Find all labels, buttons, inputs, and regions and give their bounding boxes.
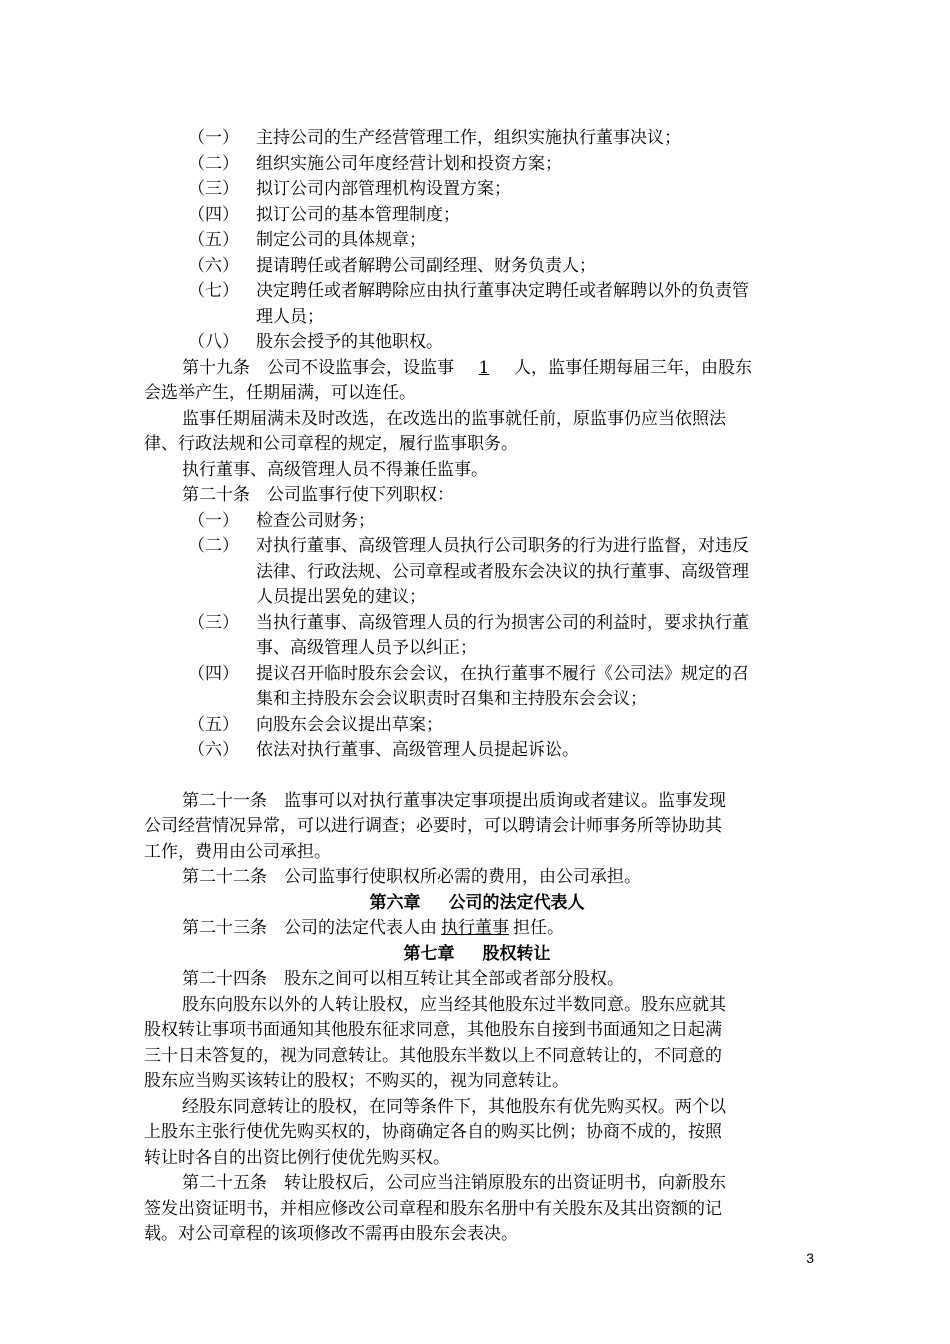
paragraph-line: 上股东主张行使优先购买权的，协商确定各自的购买比例；协商不成的，按照 <box>144 1122 722 1142</box>
article-25: 第二十五条 转让股权后，公司应当注销原股东的出资证明书，向新股东 <box>182 1173 726 1193</box>
paragraph-line: 工作，费用由公司承担。 <box>144 841 331 862</box>
list-item: （五） 制定公司的具体规章； <box>188 230 426 250</box>
paragraph-line: 签发出资证明书，并相应修改公司章程和股东名册中有关股东及其出资额的记 <box>144 1198 722 1219</box>
list-item-continuation: 集和主持股东会会议职责时召集和主持股东会会议； <box>256 689 647 709</box>
paragraph-line: 公司经营情况异常，可以进行调查；必要时，可以聘请会计师事务所等协助其 <box>144 816 722 836</box>
paragraph-line: 股东向股东以外的人转让股权，应当经其他股东过半数同意。股东应就其 <box>182 994 726 1015</box>
list-item-continuation: 人员提出罢免的建议； <box>256 587 426 607</box>
list-item: （七） 决定聘任或者解聘除应由执行董事决定聘任或者解聘以外的负责管 <box>188 281 749 301</box>
supervisor-count-field: 1 <box>478 357 490 378</box>
article-19: 第十九条 公司不设监事会，设监事 1 人，监事任期每届三年，由股东 <box>144 356 810 382</box>
paragraph-line: 股东应当购买该转让的股权；不购买的，视为同意转让。 <box>144 1071 569 1091</box>
article-21: 第二十一条 监事可以对执行董事决定事项提出质询或者建议。监事发现 <box>182 790 726 811</box>
blank-line <box>144 764 810 789</box>
list-item: （四） 拟订公司的基本管理制度； <box>188 204 460 225</box>
paragraph-line: 执行董事、高级管理人员不得兼任监事。 <box>182 459 488 480</box>
article-20: 第二十条 公司监事行使下列职权： <box>182 485 454 505</box>
list-item-continuation: 事、高级管理人员予以纠正； <box>256 638 477 658</box>
list-item: （六） 提请聘任或者解聘公司副经理、财务负责人； <box>188 255 596 276</box>
paragraph-line: 股权转让事项书面通知其他股东征求同意，其他股东自接到书面通知之日起满 <box>144 1020 722 1040</box>
list-item: （六） 依法对执行董事、高级管理人员提起诉讼。 <box>188 740 579 760</box>
document-body <box>144 126 810 1248</box>
chapter-7-heading: 第七章 股权转让 <box>403 943 551 964</box>
list-item-continuation: 理人员； <box>256 306 324 327</box>
paragraph-line: 监事任期届满未及时改选，在改选出的监事就任前，原监事仍应当依照法 <box>182 408 726 429</box>
paragraph-line: 律、行政法规和公司章程的规定，履行监事职务。 <box>144 434 518 454</box>
article-23: 第二十三条 公司的法定代表人由 执行董事 担任。 <box>144 916 810 942</box>
list-item: （五） 向股东会会议提出草案； <box>188 714 443 735</box>
article-22: 第二十二条 公司监事行使职权所必需的费用，由公司承担。 <box>182 867 641 887</box>
article-24: 第二十四条 股东之间可以相互转让其全部或者部分股权。 <box>182 969 624 989</box>
paragraph-line: 转让时各自的出资比例行使优先购买权。 <box>144 1147 450 1168</box>
list-item-continuation: 法律、行政法规、公司章程或者股东会决议的执行董事、高级管理 <box>256 561 749 582</box>
general-manager-duties-list <box>144 126 810 356</box>
list-item: （三） 当执行董事、高级管理人员的行为损害公司的利益时，要求执行董 <box>188 612 749 633</box>
list-item: （一） 主持公司的生产经营管理工作，组织实施执行董事决议； <box>188 128 681 148</box>
legal-representative-field: 执行董事 <box>441 918 509 938</box>
list-item: （四） 提议召开临时股东会会议，在执行董事不履行《公司法》规定的召 <box>188 663 749 684</box>
list-item: （一） 检查公司财务； <box>188 510 375 531</box>
paragraph-line: 经股东同意转让的股权，在同等条件下，其他股东有优先购买权。两个以 <box>182 1096 726 1117</box>
list-item: （八） 股东会授予的其他职权。 <box>188 332 443 352</box>
paragraph-line: 三十日未答复的，视为同意转让。其他股东半数以上不同意转让的，不同意的 <box>144 1045 722 1066</box>
list-item: （二） 对执行董事、高级管理人员执行公司职务的行为进行监督，对违反 <box>188 536 749 556</box>
list-item: （二） 组织实施公司年度经营计划和投资方案； <box>188 153 562 174</box>
supervisor-powers-list <box>144 509 810 764</box>
paragraph-line: 载。对公司章程的该项修改不需再由股东会表决。 <box>144 1224 518 1244</box>
list-item: （三） 拟订公司内部管理机构设置方案； <box>188 179 511 199</box>
chapter-6-heading: 第六章 公司的法定代表人 <box>369 892 585 913</box>
page-number: 3 <box>806 1250 814 1266</box>
article-19-continuation: 会选举产生，任期届满，可以连任。 <box>144 383 416 403</box>
